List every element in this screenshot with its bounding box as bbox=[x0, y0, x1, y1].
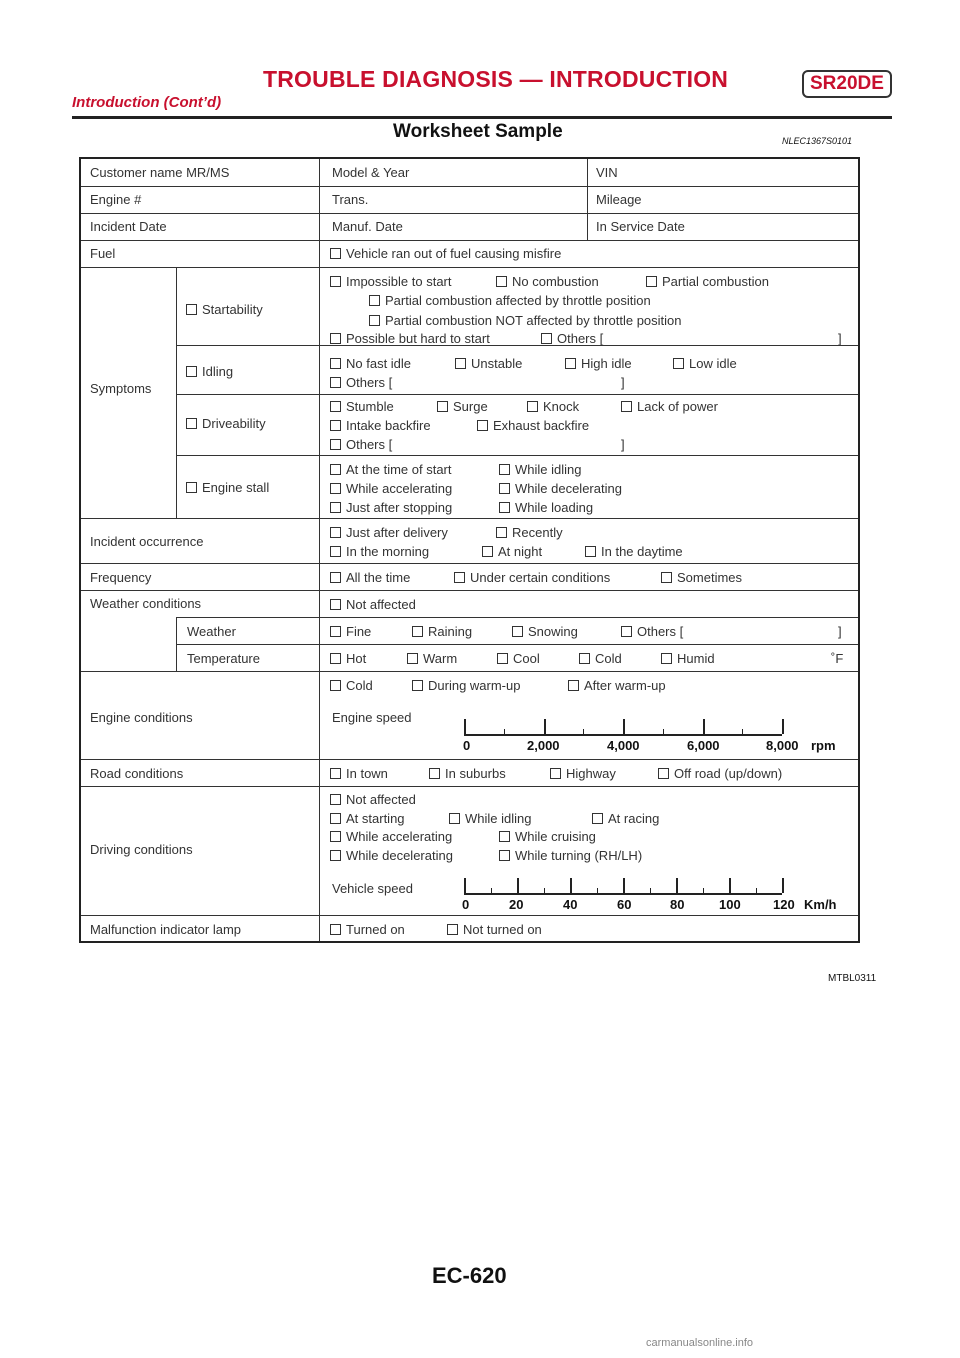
engine-speed-label: Engine speed bbox=[332, 710, 412, 725]
start-option[interactable]: Possible but hard to start bbox=[330, 331, 490, 347]
scale-major-tick bbox=[676, 878, 678, 893]
engine-conditions-label: Engine conditions bbox=[90, 710, 193, 725]
driving-option[interactable]: At starting bbox=[330, 811, 405, 827]
trans-label: Trans. bbox=[332, 192, 369, 207]
rpm-unit: rpm bbox=[811, 738, 836, 753]
scale-minor-tick bbox=[583, 729, 584, 734]
stall-option[interactable]: Engine stall bbox=[186, 480, 269, 496]
road-option[interactable]: In suburbs bbox=[429, 766, 506, 782]
checkbox[interactable] bbox=[369, 295, 380, 306]
road-option[interactable]: Highway bbox=[550, 766, 616, 782]
driving-option[interactable]: While decelerating bbox=[330, 848, 453, 864]
checkbox[interactable] bbox=[330, 850, 341, 861]
scale-major-tick bbox=[782, 878, 784, 893]
bracket-close: ] bbox=[621, 437, 625, 452]
speed-unit: Km/h bbox=[804, 897, 837, 912]
temperature-label: Temperature bbox=[187, 651, 260, 666]
checkbox[interactable] bbox=[429, 768, 440, 779]
checkbox[interactable] bbox=[330, 572, 341, 583]
checkbox[interactable] bbox=[330, 358, 341, 369]
speed-tick-label: 0 bbox=[462, 897, 470, 912]
stall-sub-option[interactable]: Just after stopping bbox=[330, 500, 452, 516]
checkbox[interactable] bbox=[477, 420, 488, 431]
road-conditions-label: Road conditions bbox=[90, 766, 184, 781]
mil-option[interactable]: Turned on bbox=[330, 922, 405, 938]
checkbox[interactable] bbox=[447, 924, 458, 935]
weather-option[interactable]: Fine bbox=[330, 624, 371, 640]
checkbox[interactable] bbox=[527, 401, 538, 412]
scale-major-tick bbox=[464, 719, 466, 734]
temperature-option[interactable]: Humid bbox=[661, 651, 715, 667]
incident-date-label: Incident Date bbox=[90, 219, 167, 234]
vin-label: VIN bbox=[596, 165, 618, 180]
scale-major-tick bbox=[623, 878, 625, 893]
road-option[interactable]: In town bbox=[330, 766, 388, 782]
checkbox[interactable] bbox=[407, 653, 418, 664]
checkbox[interactable] bbox=[330, 377, 341, 388]
speed-tick-label: 40 bbox=[563, 897, 578, 912]
checkbox[interactable] bbox=[646, 276, 657, 287]
bracket-close: ] bbox=[838, 624, 842, 639]
scale-baseline bbox=[464, 734, 782, 736]
driveability-option[interactable]: Driveability bbox=[186, 416, 266, 432]
occurrence-option[interactable]: In the daytime bbox=[585, 544, 683, 560]
model-label: Model & Year bbox=[332, 165, 410, 180]
checkbox[interactable] bbox=[497, 653, 508, 664]
occurrence-label: Incident occurrence bbox=[90, 534, 204, 549]
checkbox[interactable] bbox=[330, 401, 341, 412]
worksheet-title: Worksheet Sample bbox=[393, 121, 563, 142]
startability-option[interactable]: Startability bbox=[186, 302, 263, 318]
scale-major-tick bbox=[703, 719, 705, 734]
checkbox[interactable] bbox=[437, 401, 448, 412]
checkbox[interactable] bbox=[499, 483, 510, 494]
rpm-tick-label: 0 bbox=[463, 738, 471, 753]
idle-option[interactable]: Others [ bbox=[330, 375, 392, 391]
in-service-date-label: In Service Date bbox=[596, 219, 685, 234]
checkbox[interactable] bbox=[541, 333, 552, 344]
checkbox[interactable] bbox=[330, 464, 341, 475]
checkbox[interactable] bbox=[186, 482, 197, 493]
checkbox[interactable] bbox=[592, 813, 603, 824]
checkbox[interactable] bbox=[499, 502, 510, 513]
rpm-tick-label: 8,000 bbox=[766, 738, 799, 753]
temperature-option[interactable]: Cool bbox=[497, 651, 540, 667]
weather-option[interactable]: Others [ bbox=[621, 624, 683, 640]
checkbox[interactable] bbox=[330, 794, 341, 805]
checkbox[interactable] bbox=[330, 768, 341, 779]
scale-minor-tick bbox=[504, 729, 505, 734]
scale-baseline bbox=[464, 893, 782, 895]
start-option[interactable]: Partial combustion NOT affected by throttle position bbox=[369, 313, 682, 329]
scale-minor-tick bbox=[703, 888, 704, 893]
checkbox[interactable] bbox=[499, 464, 510, 475]
checkbox[interactable] bbox=[499, 831, 510, 842]
stall-sub-option[interactable]: While accelerating bbox=[330, 481, 452, 497]
temperature-option[interactable]: Cold bbox=[579, 651, 622, 667]
frequency-option[interactable]: Under certain conditions bbox=[454, 570, 610, 586]
drive-option[interactable]: Stumble bbox=[330, 399, 394, 415]
checkbox[interactable] bbox=[499, 850, 510, 861]
checkbox[interactable] bbox=[512, 626, 523, 637]
checkbox[interactable] bbox=[661, 572, 672, 583]
scale-minor-tick bbox=[650, 888, 651, 893]
frequency-label: Frequency bbox=[90, 570, 152, 585]
temperature-unit: ˚F bbox=[831, 651, 844, 666]
speed-tick-label: 60 bbox=[617, 897, 632, 912]
customer-label: Customer name MR/MS bbox=[90, 165, 230, 180]
drive-option[interactable]: Lack of power bbox=[621, 399, 718, 415]
checkbox[interactable] bbox=[330, 248, 341, 259]
idle-option[interactable]: No fast idle bbox=[330, 356, 411, 372]
driving-option[interactable]: While cruising bbox=[499, 829, 596, 845]
drive-option[interactable]: Intake backfire bbox=[330, 418, 431, 434]
checkbox[interactable] bbox=[330, 813, 341, 824]
checkbox[interactable] bbox=[454, 572, 465, 583]
symptoms-label: Symptoms bbox=[90, 381, 152, 396]
stall-sub-option[interactable]: While decelerating bbox=[499, 481, 622, 497]
driving-option[interactable]: Not affected bbox=[330, 792, 416, 808]
checkbox[interactable] bbox=[330, 483, 341, 494]
drive-option[interactable]: Others [ bbox=[330, 437, 392, 453]
checkbox[interactable] bbox=[661, 653, 672, 664]
checkbox[interactable] bbox=[455, 358, 466, 369]
frequency-option[interactable]: All the time bbox=[330, 570, 410, 586]
checkbox[interactable] bbox=[658, 768, 669, 779]
checkbox[interactable] bbox=[621, 401, 632, 412]
speed-tick-label: 100 bbox=[719, 897, 741, 912]
weather-option[interactable]: Raining bbox=[412, 624, 472, 640]
checkbox[interactable] bbox=[496, 527, 507, 538]
scale-minor-tick bbox=[544, 888, 545, 893]
scale-minor-tick bbox=[597, 888, 598, 893]
checkbox[interactable] bbox=[621, 626, 632, 637]
checkbox[interactable] bbox=[565, 358, 576, 369]
scale-major-tick bbox=[729, 878, 731, 893]
section-title: TROUBLE DIAGNOSIS — INTRODUCTION bbox=[263, 66, 729, 92]
mil-label: Malfunction indicator lamp bbox=[90, 922, 242, 937]
engine-cond-option[interactable]: After warm-up bbox=[568, 678, 666, 694]
engine-no-label: Engine # bbox=[90, 192, 142, 207]
weather-conditions-label: Weather conditions bbox=[90, 596, 202, 611]
drive-option[interactable]: Knock bbox=[527, 399, 579, 415]
driving-option[interactable]: While turning (RH/LH) bbox=[499, 848, 642, 864]
scale-major-tick bbox=[782, 719, 784, 734]
figure-code: MTBL0311 bbox=[828, 973, 877, 984]
speed-tick-label: 120 bbox=[773, 897, 795, 912]
weather-label: Weather bbox=[187, 624, 236, 639]
driving-conditions-label: Driving conditions bbox=[90, 842, 193, 857]
engine-badge: SR20DE bbox=[802, 70, 892, 98]
driving-option[interactable]: At racing bbox=[592, 811, 659, 827]
engine-cond-option[interactable]: Cold bbox=[330, 678, 373, 694]
checkbox[interactable] bbox=[673, 358, 684, 369]
drive-option[interactable]: Surge bbox=[437, 399, 488, 415]
mileage-label: Mileage bbox=[596, 192, 642, 207]
scale-major-tick bbox=[623, 719, 625, 734]
worksheet-code: NLEC1367S0101 bbox=[782, 136, 853, 146]
scale-minor-tick bbox=[756, 888, 757, 893]
checkbox[interactable] bbox=[330, 502, 341, 513]
checkbox[interactable] bbox=[585, 546, 596, 557]
checkbox[interactable] bbox=[579, 653, 590, 664]
checkbox[interactable] bbox=[369, 315, 380, 326]
frequency-option[interactable]: Sometimes bbox=[661, 570, 742, 586]
checkbox[interactable] bbox=[330, 546, 341, 557]
stall-sub-option[interactable]: At the time of start bbox=[330, 462, 452, 478]
fuel-option[interactable]: Vehicle ran out of fuel causing misfire bbox=[330, 246, 561, 262]
bracket-close: ] bbox=[621, 375, 625, 390]
checkbox[interactable] bbox=[330, 599, 341, 610]
worksheet-form bbox=[79, 157, 860, 943]
bracket-close: ] bbox=[838, 331, 842, 346]
speed-tick-label: 20 bbox=[509, 897, 524, 912]
checkbox[interactable] bbox=[568, 680, 579, 691]
idle-option[interactable]: High idle bbox=[565, 356, 632, 372]
checkbox[interactable] bbox=[550, 768, 561, 779]
stall-sub-option[interactable]: While idling bbox=[499, 462, 581, 478]
checkbox[interactable] bbox=[330, 527, 341, 538]
scale-major-tick bbox=[570, 878, 572, 893]
start-option[interactable]: Others [ bbox=[541, 331, 603, 347]
occurrence-option[interactable]: Recently bbox=[496, 525, 563, 541]
drive-option[interactable]: Exhaust backfire bbox=[477, 418, 589, 434]
temperature-option[interactable]: Hot bbox=[330, 651, 366, 667]
manuf-date-label: Manuf. Date bbox=[332, 219, 403, 234]
checkbox[interactable] bbox=[330, 831, 341, 842]
occurrence-option[interactable]: In the morning bbox=[330, 544, 429, 560]
stall-sub-option[interactable]: While loading bbox=[499, 500, 593, 516]
occurrence-option[interactable]: Just after delivery bbox=[330, 525, 448, 541]
checkbox[interactable] bbox=[330, 439, 341, 450]
road-option[interactable]: Off road (up/down) bbox=[658, 766, 782, 782]
checkbox[interactable] bbox=[496, 276, 507, 287]
checkbox[interactable] bbox=[330, 276, 341, 287]
idle-option[interactable]: Low idle bbox=[673, 356, 737, 372]
occurrence-option[interactable]: At night bbox=[482, 544, 542, 560]
watermark: carmanualsonline.info bbox=[646, 1337, 754, 1349]
checkbox[interactable] bbox=[186, 418, 197, 429]
scale-major-tick bbox=[517, 878, 519, 893]
fuel-label: Fuel bbox=[90, 246, 116, 261]
weather-option[interactable]: Snowing bbox=[512, 624, 578, 640]
temperature-option[interactable]: Warm bbox=[407, 651, 457, 667]
rpm-tick-label: 2,000 bbox=[527, 738, 560, 753]
start-option[interactable]: Partial combustion affected by throttle position bbox=[369, 293, 651, 309]
scale-minor-tick bbox=[491, 888, 492, 893]
checkbox[interactable] bbox=[482, 546, 493, 557]
checkbox[interactable] bbox=[330, 626, 341, 637]
idling-option[interactable]: Idling bbox=[186, 364, 233, 380]
scale-minor-tick bbox=[663, 729, 664, 734]
driving-option[interactable]: While idling bbox=[449, 811, 531, 827]
speed-tick-label: 80 bbox=[670, 897, 685, 912]
start-option[interactable]: Partial combustion bbox=[646, 274, 769, 290]
checkbox[interactable] bbox=[412, 626, 423, 637]
start-option[interactable]: Impossible to start bbox=[330, 274, 452, 290]
idle-option[interactable]: Unstable bbox=[455, 356, 522, 372]
checkbox[interactable] bbox=[330, 653, 341, 664]
checkbox[interactable] bbox=[412, 680, 423, 691]
rpm-tick-label: 6,000 bbox=[687, 738, 720, 753]
checkbox[interactable] bbox=[330, 420, 341, 431]
vehicle-speed-label: Vehicle speed bbox=[332, 881, 413, 896]
start-option[interactable]: No combustion bbox=[496, 274, 599, 290]
checkbox[interactable] bbox=[330, 333, 341, 344]
mil-option[interactable]: Not turned on bbox=[447, 922, 542, 938]
checkbox[interactable] bbox=[186, 304, 197, 315]
scale-major-tick bbox=[464, 878, 466, 893]
engine-cond-option[interactable]: During warm-up bbox=[412, 678, 520, 694]
driving-option[interactable]: While accelerating bbox=[330, 829, 452, 845]
scale-major-tick bbox=[544, 719, 546, 734]
rpm-tick-label: 4,000 bbox=[607, 738, 640, 753]
page-number: EC-620 bbox=[432, 1263, 507, 1288]
checkbox[interactable] bbox=[330, 680, 341, 691]
checkbox[interactable] bbox=[330, 924, 341, 935]
header-rule bbox=[72, 116, 892, 119]
weather-not-affected-option[interactable]: Not affected bbox=[330, 597, 416, 613]
section-subtitle: Introduction (Cont’d) bbox=[72, 94, 222, 111]
checkbox[interactable] bbox=[449, 813, 460, 824]
scale-minor-tick bbox=[742, 729, 743, 734]
checkbox[interactable] bbox=[186, 366, 197, 377]
